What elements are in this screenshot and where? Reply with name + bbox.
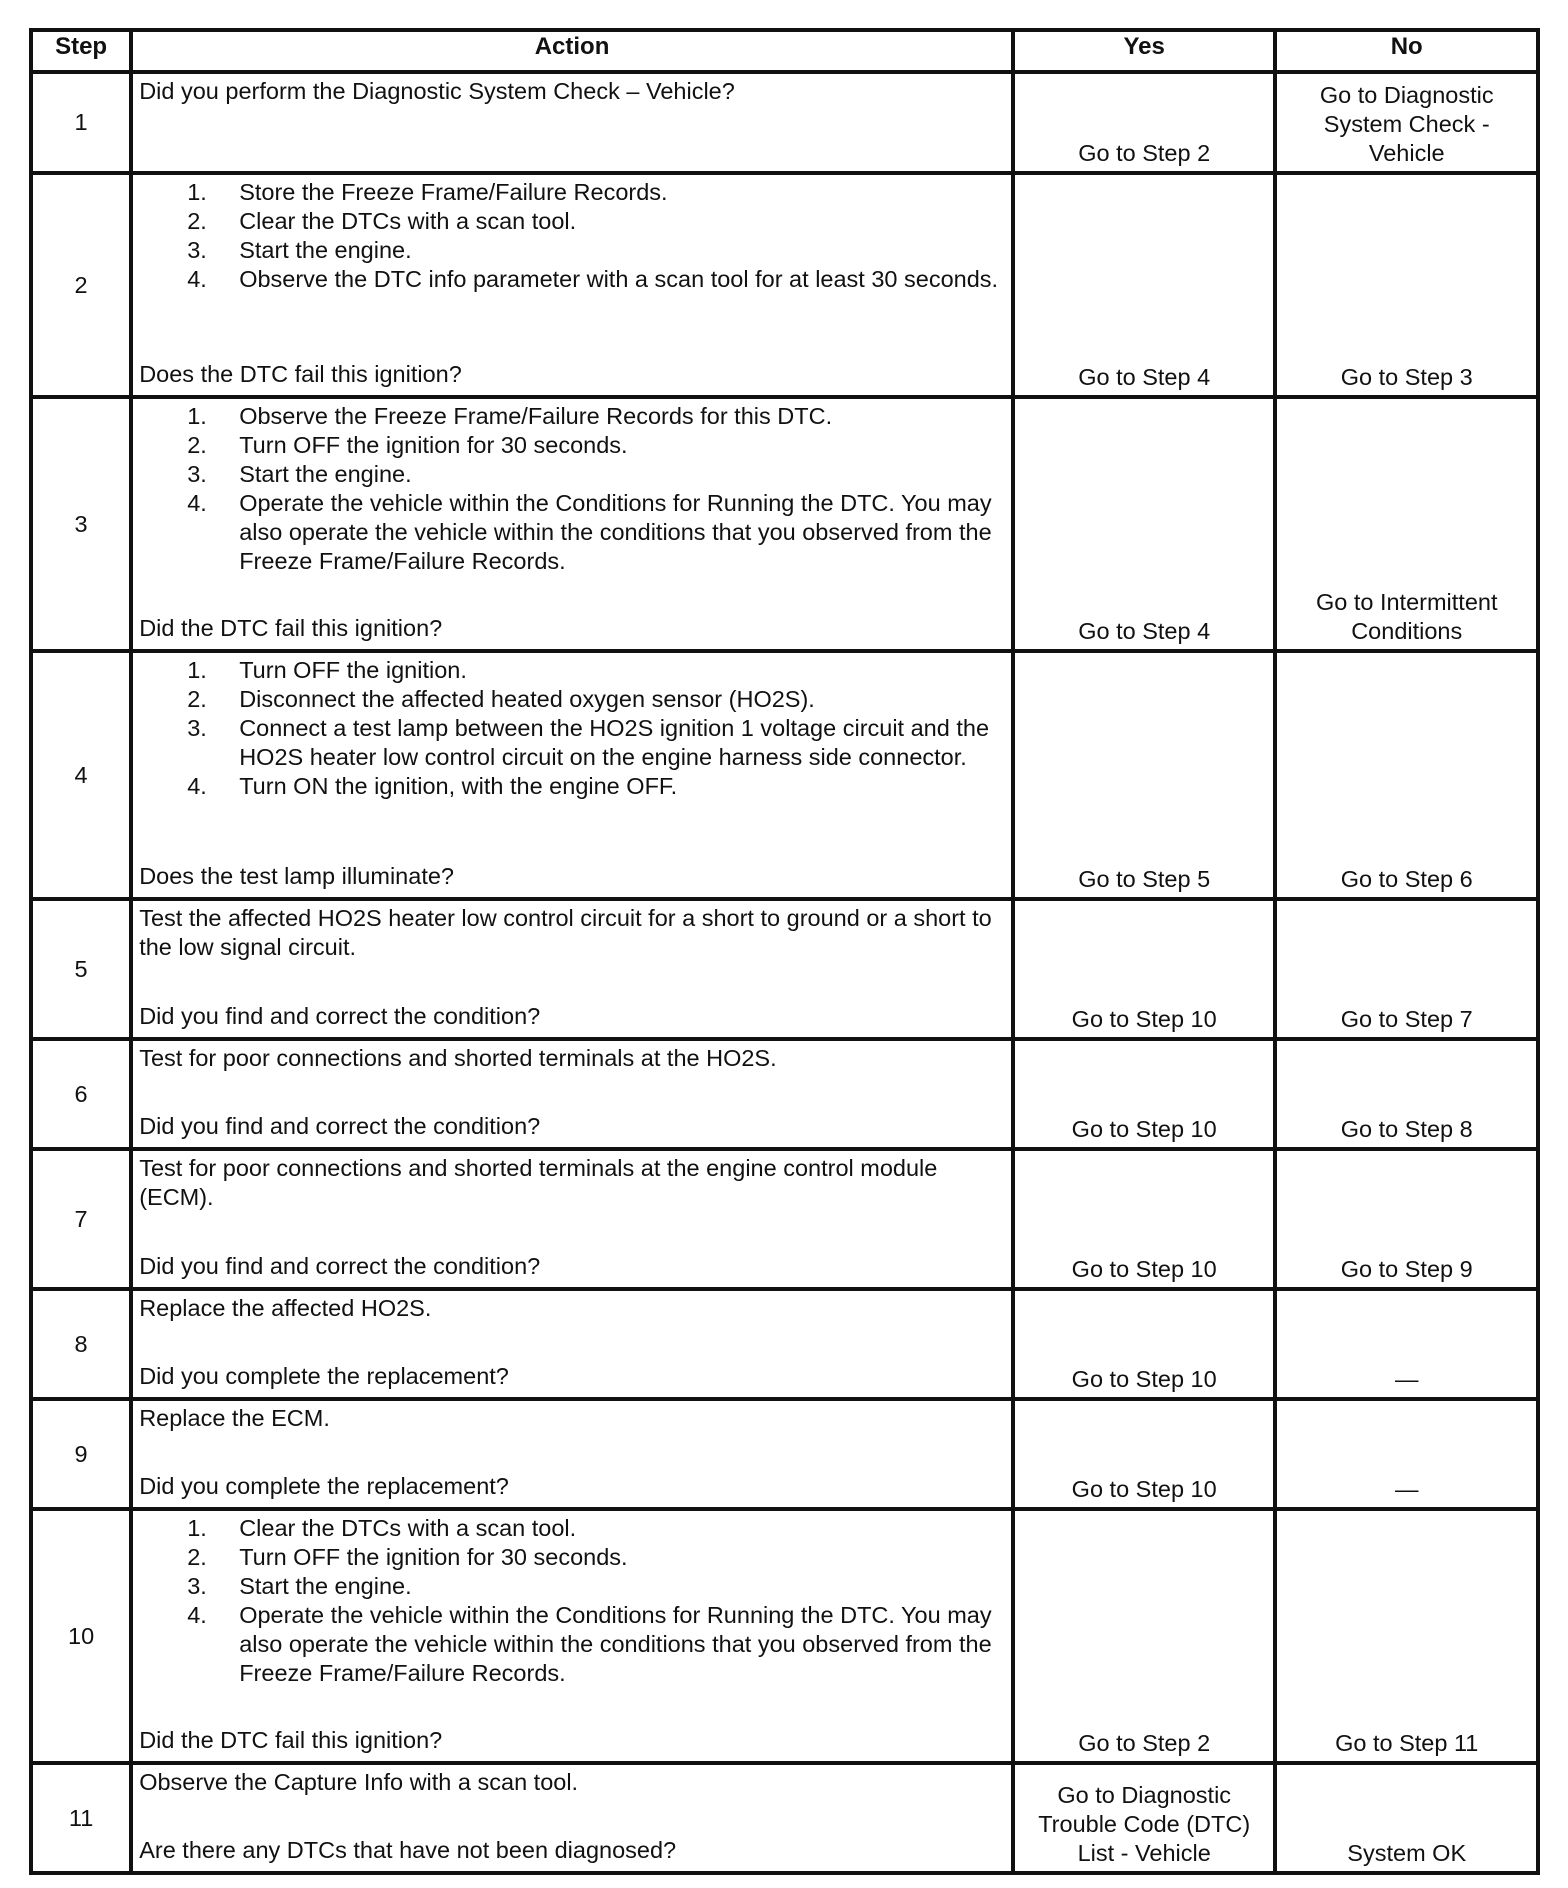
- list-item-number: 2.: [187, 686, 207, 712]
- no-answer-text: Go to Step 9: [1340, 1256, 1473, 1282]
- table-row: [31, 1399, 1538, 1509]
- action-question: Does the test lamp illuminate?: [139, 863, 454, 889]
- action-question: Did you complete the replacement?: [139, 1473, 509, 1499]
- action-content: [139, 1511, 1005, 1758]
- action-content: [139, 1151, 1005, 1284]
- list-item: [139, 1543, 1005, 1572]
- step-number: 6: [31, 1039, 131, 1149]
- list-item-number: 1.: [187, 403, 207, 429]
- list-item-text: Start the engine.: [239, 1573, 412, 1599]
- header-step: Step: [31, 30, 131, 72]
- no-answer: [1275, 1039, 1538, 1149]
- no-answer-text: Go to Intermittent Conditions: [1315, 589, 1498, 644]
- yes-answer-text: Go to Step 10: [1071, 1116, 1217, 1142]
- list-item-text: Operate the vehicle within the Conditions for Running the DTC. You may also operate the vehicle within the conditions that you observed from the Freeze Frame/Failure Records.: [239, 490, 992, 574]
- list-item: [139, 1514, 1005, 1543]
- action-cell: [131, 72, 1013, 173]
- no-answer: [1275, 651, 1538, 899]
- list-item: [139, 402, 1005, 431]
- action-cell: [131, 1763, 1013, 1873]
- yes-answer: [1013, 72, 1276, 173]
- action-cell: [131, 1509, 1013, 1763]
- table-row: [31, 1149, 1538, 1289]
- list-item-text: Operate the vehicle within the Conditions for Running the DTC. You may also operate the vehicle within the conditions that you observed from the Freeze Frame/Failure Records.: [239, 1602, 992, 1686]
- action-intro-text: Test for poor connections and shorted terminals at the engine control module (ECM).: [139, 1155, 938, 1210]
- no-answer-text: System OK: [1347, 1840, 1467, 1866]
- list-item: [139, 656, 1005, 685]
- list-item-number: 2.: [187, 432, 207, 458]
- list-item: [139, 1572, 1005, 1601]
- action-cell: [131, 651, 1013, 899]
- list-item-number: 1.: [187, 1515, 207, 1541]
- yes-answer: [1013, 651, 1276, 899]
- table-row: [31, 397, 1538, 651]
- action-content: [139, 74, 1005, 168]
- step-number: 2: [31, 173, 131, 397]
- step-number: 9: [31, 1399, 131, 1509]
- action-instructions: [139, 399, 1005, 576]
- list-item-text: Clear the DTCs with a scan tool.: [239, 208, 577, 234]
- action-content: [139, 1291, 1005, 1394]
- yes-answer: [1013, 1289, 1276, 1399]
- action-instructions: [139, 1765, 1005, 1797]
- list-item: [139, 236, 1005, 265]
- action-content: [139, 399, 1005, 646]
- action-question: Did you complete the replacement?: [139, 1363, 509, 1389]
- yes-answer: [1013, 1399, 1276, 1509]
- list-item-text: Turn ON the ignition, with the engine OFF.: [239, 773, 678, 799]
- no-answer-text: Go to Diagnostic System Check - Vehicle: [1319, 82, 1494, 166]
- action-intro-text: Replace the ECM.: [139, 1405, 330, 1431]
- list-item-number: 4.: [187, 773, 207, 799]
- action-cell: [131, 1289, 1013, 1399]
- table-row: [31, 1763, 1538, 1873]
- list-item-number: 1.: [187, 657, 207, 683]
- list-item-number: 4.: [187, 490, 207, 516]
- action-step-list: [139, 656, 1005, 801]
- no-answer: [1275, 397, 1538, 651]
- no-answer-text: Go to Step 3: [1340, 364, 1473, 390]
- action-question: Did the DTC fail this ignition?: [139, 1727, 443, 1753]
- yes-answer-text: Go to Step 10: [1071, 1256, 1217, 1282]
- table-body: [31, 72, 1538, 1873]
- list-item-number: 2.: [187, 1544, 207, 1570]
- yes-answer: [1013, 1763, 1276, 1873]
- header-row: [31, 30, 1538, 72]
- list-item: [139, 1601, 1005, 1688]
- no-answer-text: Go to Step 8: [1340, 1116, 1473, 1142]
- no-answer: [1275, 1149, 1538, 1289]
- table-row: [31, 899, 1538, 1039]
- table-row: [31, 173, 1538, 397]
- no-answer-text: —: [1394, 1366, 1419, 1392]
- step-number: 11: [31, 1763, 131, 1873]
- list-item-text: Disconnect the affected heated oxygen sensor (HO2S).: [239, 686, 815, 712]
- action-step-list: [139, 178, 1005, 294]
- step-number: 5: [31, 899, 131, 1039]
- list-item-text: Observe the Freeze Frame/Failure Records for this DTC.: [239, 403, 833, 429]
- action-cell: [131, 173, 1013, 397]
- action-intro-text: Test the affected HO2S heater low control circuit for a short to ground or a short to the low signal circuit.: [139, 905, 992, 960]
- action-content: [139, 1401, 1005, 1504]
- action-step-list: [139, 402, 1005, 576]
- action-cell: [131, 899, 1013, 1039]
- action-question: Did you find and correct the condition?: [139, 1253, 541, 1279]
- yes-answer-text: Go to Diagnostic Trouble Code (DTC) List - Vehicle: [1038, 1782, 1251, 1866]
- yes-answer-text: Go to Step 10: [1071, 1476, 1217, 1502]
- action-instructions: [139, 901, 1005, 962]
- list-item-text: Store the Freeze Frame/Failure Records.: [239, 179, 668, 205]
- action-content: [139, 175, 1005, 392]
- yes-answer: [1013, 1039, 1276, 1149]
- list-item-text: Connect a test lamp between the HO2S ignition 1 voltage circuit and the HO2S heater low control circuit on the engine harness side connector.: [239, 715, 990, 770]
- yes-answer: [1013, 173, 1276, 397]
- list-item-number: 3.: [187, 1573, 207, 1599]
- list-item: [139, 685, 1005, 714]
- step-number: 7: [31, 1149, 131, 1289]
- action-question: Are there any DTCs that have not been diagnosed?: [139, 1837, 677, 1863]
- no-answer: [1275, 1509, 1538, 1763]
- list-item-text: Start the engine.: [239, 237, 412, 263]
- list-item-text: Start the engine.: [239, 461, 412, 487]
- yes-answer: [1013, 899, 1276, 1039]
- action-question: Did the DTC fail this ignition?: [139, 615, 443, 641]
- table-row: [31, 651, 1538, 899]
- diagnostic-table: [29, 28, 1540, 1875]
- action-content: [139, 1765, 1005, 1868]
- list-item: [139, 460, 1005, 489]
- no-answer-text: Go to Step 11: [1335, 1730, 1479, 1756]
- list-item-text: Turn OFF the ignition for 30 seconds.: [239, 432, 628, 458]
- table-row: [31, 1039, 1538, 1149]
- step-number: 10: [31, 1509, 131, 1763]
- action-intro-text: Did you perform the Diagnostic System Check – Vehicle?: [139, 78, 735, 104]
- action-instructions: [139, 1151, 1005, 1212]
- no-answer: [1275, 899, 1538, 1039]
- action-intro-text: Replace the affected HO2S.: [139, 1295, 432, 1321]
- table-row: [31, 1509, 1538, 1763]
- list-item: [139, 207, 1005, 236]
- list-item: [139, 265, 1005, 294]
- list-item: [139, 178, 1005, 207]
- yes-answer: [1013, 397, 1276, 651]
- action-instructions: [139, 653, 1005, 801]
- no-answer-text: —: [1394, 1476, 1419, 1502]
- action-cell: [131, 1149, 1013, 1289]
- list-item: [139, 714, 1005, 772]
- header-no: No: [1275, 30, 1538, 72]
- list-item-text: Turn OFF the ignition for 30 seconds.: [239, 1544, 628, 1570]
- list-item-text: Clear the DTCs with a scan tool.: [239, 1515, 577, 1541]
- yes-answer-text: Go to Step 10: [1071, 1006, 1217, 1032]
- no-answer: [1275, 72, 1538, 173]
- action-instructions: [139, 1401, 1005, 1433]
- yes-answer: [1013, 1149, 1276, 1289]
- list-item-number: 4.: [187, 1602, 207, 1628]
- no-answer-text: Go to Step 6: [1340, 866, 1473, 892]
- yes-answer-text: Go to Step 10: [1071, 1366, 1217, 1392]
- table-row: [31, 1289, 1538, 1399]
- list-item-number: 3.: [187, 715, 207, 741]
- action-cell: [131, 397, 1013, 651]
- step-number: 3: [31, 397, 131, 651]
- action-question: [139, 165, 1005, 168]
- action-instructions: [139, 1511, 1005, 1688]
- list-item-text: Turn OFF the ignition.: [239, 657, 467, 683]
- step-number: 1: [31, 72, 131, 173]
- header-yes: Yes: [1013, 30, 1276, 72]
- action-cell: [131, 1039, 1013, 1149]
- action-content: [139, 901, 1005, 1034]
- action-intro-text: Observe the Capture Info with a scan tool.: [139, 1769, 579, 1795]
- list-item-number: 4.: [187, 266, 207, 292]
- action-instructions: [139, 1041, 1005, 1073]
- step-number: 8: [31, 1289, 131, 1399]
- no-answer: [1275, 1763, 1538, 1873]
- no-answer: [1275, 173, 1538, 397]
- action-question: Does the DTC fail this ignition?: [139, 361, 462, 387]
- list-item-number: 2.: [187, 208, 207, 234]
- action-instructions: [139, 74, 1005, 106]
- list-item-number: 3.: [187, 237, 207, 263]
- yes-answer-text: Go to Step 2: [1078, 140, 1211, 166]
- action-question: Did you find and correct the condition?: [139, 1003, 541, 1029]
- yes-answer-text: Go to Step 5: [1078, 866, 1211, 892]
- header-action: Action: [131, 30, 1013, 72]
- list-item-number: 1.: [187, 179, 207, 205]
- action-question: Did you find and correct the condition?: [139, 1113, 541, 1139]
- list-item: [139, 431, 1005, 460]
- action-intro-text: Test for poor connections and shorted terminals at the HO2S.: [139, 1045, 777, 1071]
- table-row: [31, 72, 1538, 173]
- list-item: [139, 772, 1005, 801]
- yes-answer-text: Go to Step 2: [1078, 1730, 1211, 1756]
- step-number: 4: [31, 651, 131, 899]
- action-content: [139, 653, 1005, 894]
- action-content: [139, 1041, 1005, 1144]
- action-instructions: [139, 1291, 1005, 1323]
- yes-answer-text: Go to Step 4: [1078, 364, 1211, 390]
- list-item: [139, 489, 1005, 576]
- no-answer: [1275, 1289, 1538, 1399]
- yes-answer: [1013, 1509, 1276, 1763]
- no-answer-text: Go to Step 7: [1340, 1006, 1473, 1032]
- list-item-number: 3.: [187, 461, 207, 487]
- action-instructions: [139, 175, 1005, 294]
- no-answer: [1275, 1399, 1538, 1509]
- yes-answer-text: Go to Step 4: [1078, 618, 1211, 644]
- action-cell: [131, 1399, 1013, 1509]
- list-item-text: Observe the DTC info parameter with a scan tool for at least 30 seconds.: [239, 266, 999, 292]
- action-step-list: [139, 1514, 1005, 1688]
